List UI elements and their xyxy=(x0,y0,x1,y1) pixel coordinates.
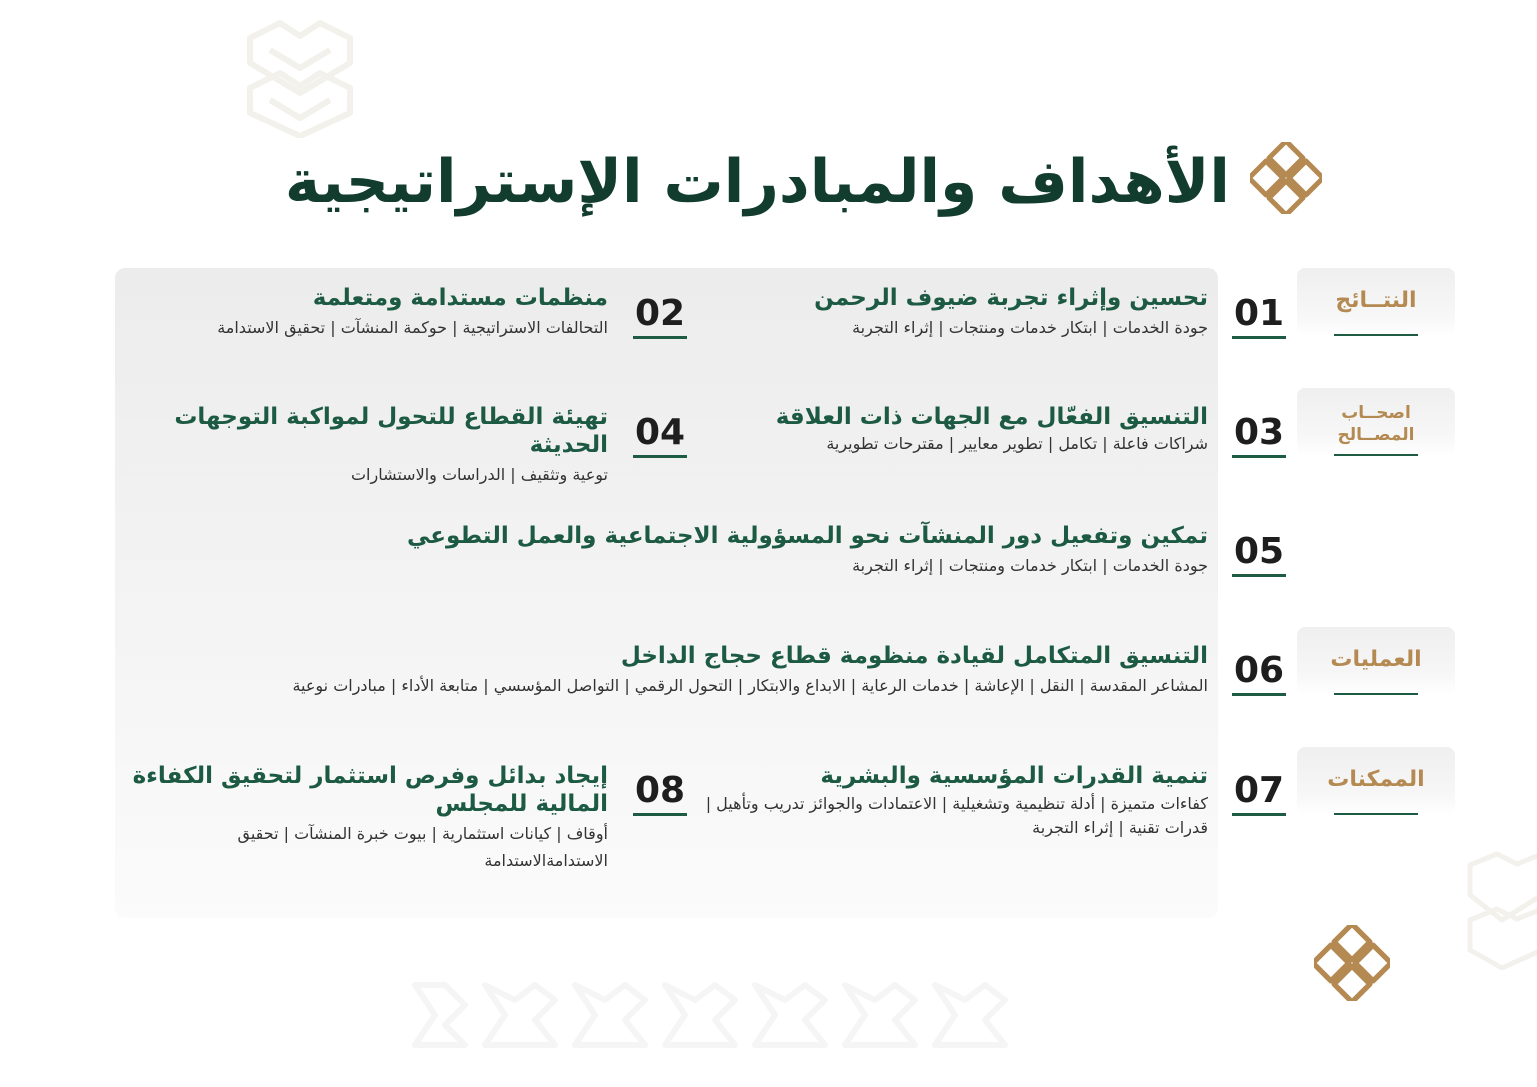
goal-number: 07 xyxy=(1232,769,1286,816)
goal-number: 06 xyxy=(1232,649,1286,696)
goal-item-06 xyxy=(140,642,1208,699)
category-operations xyxy=(1297,627,1455,695)
category-underline xyxy=(1334,693,1418,695)
goal-title: منظمات مستدامة ومتعلمة xyxy=(312,285,608,311)
heart-pattern-decoration xyxy=(240,18,360,138)
goal-description: جودة الخدمات | ابتكار خدمات ومنتجات | إثراء التجربة xyxy=(852,556,1208,575)
category-underline xyxy=(1334,454,1418,456)
goal-title: تنمية القدرات المؤسسية والبشرية xyxy=(820,763,1208,789)
category-underline xyxy=(1334,334,1418,336)
diamond-pattern-icon xyxy=(1250,142,1322,214)
goal-item-02 xyxy=(120,284,608,341)
goal-title: التنسيق المتكامل لقيادة منظومة قطاع حجاج الداخل xyxy=(620,643,1208,669)
goal-description: كفاءات متميزة | أدلة تنظيمية وتشغيلية | الاعتمادات والجوائز تدريب وتأهيل | قدرات تقنية | إثراء التجربة xyxy=(705,794,1208,837)
category-results xyxy=(1297,268,1455,336)
category-label: النتــائج xyxy=(1335,288,1417,313)
goal-number: 04 xyxy=(633,411,687,458)
category-enablers xyxy=(1297,747,1455,815)
goal-number: 01 xyxy=(1232,292,1286,339)
goal-number: 08 xyxy=(633,769,687,816)
goal-description: المشاعر المقدسة | النقل | الإعاشة | خدمات الرعاية | الابداع والابتكار | التحول الرقمي | التواصل المؤسسي | متابعة الأداء | مبادرات نوعية xyxy=(292,676,1208,695)
goal-number: 03 xyxy=(1232,411,1286,458)
goal-number: 05 xyxy=(1232,530,1286,577)
goal-description: التحالفات الاستراتيجية | حوكمة المنشآت | تحقيق الاستدامة xyxy=(217,318,608,337)
heart-pattern-decoration xyxy=(1462,850,1537,970)
category-underline xyxy=(1334,813,1418,815)
goal-description: شراكات فاعلة | تكامل | تطوير معايير | مقترحات تطويرية xyxy=(826,434,1208,453)
category-stakeholders xyxy=(1297,388,1455,456)
goal-description: أوقاف | كيانات استثمارية | بيوت خبرة المنشآت | تحقيق الاستدامةالاستدامة xyxy=(237,824,608,870)
category-label: المصــالح xyxy=(1337,425,1415,445)
goal-title: تمكين وتفعيل دور المنشآت نحو المسؤولية الاجتماعية والعمل التطوعي xyxy=(407,523,1208,549)
goal-item-07 xyxy=(700,762,1208,840)
goal-item-05 xyxy=(300,522,1208,579)
goal-description: توعية وتثقيف | الدراسات والاستشارات xyxy=(350,465,608,484)
category-label: اصحــاب xyxy=(1341,403,1411,423)
goal-number: 02 xyxy=(633,292,687,339)
goal-item-08 xyxy=(120,762,608,874)
category-label: الممكنات xyxy=(1327,767,1425,792)
diamond-pattern-icon xyxy=(1314,925,1390,1001)
category-label: العمليات xyxy=(1330,647,1422,672)
page-title: الأهداف والمبادرات الإستراتيجية xyxy=(284,147,1230,217)
heart-pattern-decoration xyxy=(405,975,1045,1055)
goal-title: إيجاد بدائل وفرص استثمار لتحقيق الكفاءة المالية للمجلس xyxy=(132,763,608,817)
goal-item-03 xyxy=(700,403,1208,455)
goal-item-01 xyxy=(700,284,1208,341)
goal-title: التنسيق الفعّال مع الجهات ذات العلاقة xyxy=(775,404,1208,430)
goal-title: تهيئة القطاع للتحول لمواكبة التوجهات الحديثة xyxy=(174,404,608,458)
goal-title: تحسين وإثراء تجربة ضيوف الرحمن xyxy=(814,285,1208,311)
goal-item-04 xyxy=(120,403,608,488)
goal-description: جودة الخدمات | ابتكار خدمات ومنتجات | إثراء التجربة xyxy=(852,318,1208,337)
